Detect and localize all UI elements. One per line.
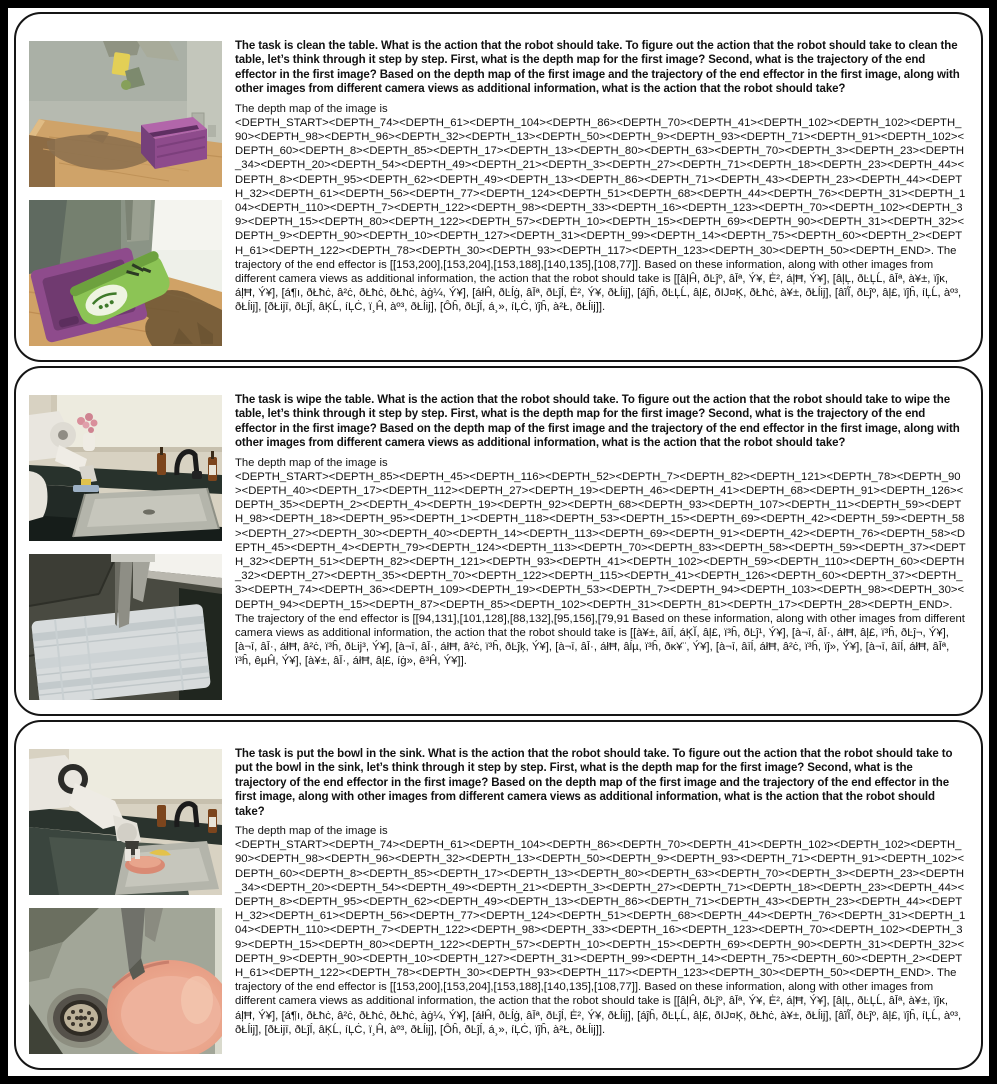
trajectory-sentence: . The trajectory of the end effector is [[153,200],[153,204],[153,188],[140,135],[108,77]]. Based on these information, along with other images from different camera views as additional information, the action that the robot should take is — [235, 244, 957, 286]
bin-closeup-photo — [29, 200, 222, 346]
camera-image-task2-view1 — [29, 395, 222, 541]
depth-map-label: The depth map of the image is — [235, 825, 388, 838]
trajectory-sentence: . The trajectory of the end effector is [[94,131],[101,128],[88,132],[95,156],[79,91 Based on these information, along with other images from different camera views as additional information, the action that the robot should take is — [235, 598, 965, 640]
model-io-text — [235, 116, 966, 315]
task-prompt: The task is clean the table. What is the action that the robot should take. To figure out the action that the robot should take to clean the table, let’s think through it step by step. First, what is the depth map for the first image? Second, what is the trajectory of the end effector in the first image? Based on the depth map of the first image and the trajectory of the end effector in the first image, along with other images from different camera views as additional information, what is the action that the robot should take? — [235, 40, 960, 96]
model-io-text — [235, 838, 966, 1037]
action-token-sequence: [[âļĤ, ðĿĵº, âĪª, Ý¥, Ė², áļĦ, Ý¥], [âļĻ, ðĿĻĹ, âĪª, à¥±, ïĵĸ, áļĦ, Ý¥], [á¶ı, ðŁħċ, â²ċ, ðŁħċ, ðŁħċ, àġ¼, Ý¥], [áłĤ, ðĿĺġ, âĪª, ðĿĵĺ, Ė², Ý¥, ðŁĺij], [áĵĥ, ðĿĻĹ, âļ£, ðIJ¤Ķ, ðŁħċ, à¥±, ðŁĺij], [âĩĨ, ðĿĵº, âļ£, ïĵĥ, íĻĹ, àº³, ðŁĺij], [ðŁĳī, ðĿĵĺ, âĶĹ, íĻĊ, ï¸Ĥ, àº³, ðŁĺij], [Ôĥ, ðĿĵĺ, á¸», íĻĊ, ïĵĥ, à²Ł, ðŁĺij]]. — [235, 995, 962, 1036]
prompt-text-column — [235, 747, 966, 1058]
example-panel-clean-table — [14, 12, 983, 362]
robot-table-bin-photo — [29, 41, 222, 187]
model-io-text — [235, 470, 966, 669]
example-panel-wipe-table — [14, 366, 983, 716]
camera-image-task3-view2 — [29, 908, 222, 1054]
prompt-text-column — [235, 39, 966, 350]
camera-image-task1-view2 — [29, 200, 222, 346]
depth-map-label: The depth map of the image is — [235, 456, 388, 469]
task-prompt: The task is put the bowl in the sink. What is the action that the robot should take. To figure out the action that the robot should take to put the bowl in the sink, let’s think through it step by step. First, what is the depth map for the first image? Second, what is the trajectory of the end effector in the first image? Based on the depth map of the first image and the trajectory of the end effector in the first image, along with other images from different camera views as additional information, what is the action that the robot should take? — [235, 748, 953, 818]
camera-images-column — [29, 395, 222, 704]
example-panel-bowl-sink — [14, 720, 983, 1070]
gripper-towel-photo — [29, 554, 222, 700]
camera-image-task1-view1 — [29, 41, 222, 187]
camera-images-column — [29, 41, 222, 350]
figure-frame — [8, 8, 989, 1076]
bowl-in-sink-photo — [29, 908, 222, 1054]
camera-image-task3-view1 — [29, 749, 222, 895]
action-token-sequence: [[à¥±, âīĺ, áĶĬ, âļ£, ï³ĥ, ðĿĵ¹, Ý¥], [à¬ī, âĪ·, áłĦ, âļ£, ï³ĥ, ðĿĵ¬, Ý¥], [à¬ī, âĪ·, áłĦ, â²ċ, ï³ĥ, ðĿĳ³, Ý¥], [à¬ī, âĪ·, áłĦ, â²ċ, ï³ĥ, ðĿĵķ, Ý¥], [à¬ī, âĪ·, áłĦ, âĺµ, ï³ĥ, ðĸ¥¨, Ý¥], [à¬ī, âīĺ, áłĦ, â²ċ, ï³ĥ, ïĵ», Ý¥], [à¬ī, âīĺ, áłĦ, âĪª, ï³ĥ, êµĤ, Ý¥], [à¥±, âĪ·, áłĦ, âļ£, íġ», ê³Ĥ, Ý¥]]. — [235, 627, 950, 668]
trajectory-sentence: . The trajectory of the end effector is [[153,200],[153,204],[153,188],[140,135],[108,77]]. Based on these information, along with other images from different camera views as additional information, the action that the robot should take is — [235, 967, 957, 1008]
robot-sink-photo — [29, 395, 222, 541]
camera-image-task2-view2 — [29, 554, 222, 700]
camera-images-column — [29, 749, 222, 1058]
action-token-sequence: [[âļĤ, ðĿĵº, âĪª, Ý¥, Ė², áļĦ, Ý¥], [âļĻ, ðĿĻĹ, âĪª, à¥±, ïĵĸ, áļĦ, Ý¥], [á¶ı, ðŁħċ, â²ċ, ðŁħċ, ðŁħċ, àġ¼, Ý¥], [áłĤ, ðĿĺġ, âĪª, ðĿĵĺ, Ė², Ý¥, ðŁĺij], [áĵĥ, ðĿĻĹ, âļ£, ðIJ¤Ķ, ðŁħċ, à¥±, ðŁĺij], [âĩĨ, ðĿĵº, âļ£, ïĵĥ, íĻĹ, àº³, ðŁĺij], [ðŁĳī, ðĿĵĺ, âĶĹ, íĻĊ, ï¸Ĥ, àº³, ðŁĺij], [Ôĥ, ðĿĵĺ, á¸», íĻĊ, ïĵĥ, à²Ł, ðŁĺij]]. — [235, 273, 962, 314]
depth-token-sequence: <DEPTH_START><DEPTH_74><DEPTH_61><DEPTH_104><DEPTH_86><DEPTH_70><DEPTH_41><DEPTH_102><DEPTH_102><DEPTH_90><DEPTH_98><DEPTH_96><DEPTH_32><DEPTH_13><DEPTH_50><DEPTH_9><DEPTH_93><DEPTH_71><DEPTH_91><DEPTH_102><DEPTH_60><DEPTH_8><DEPTH_85><DEPTH_17><DEPTH_13><DEPTH_80><DEPTH_63><DEPTH_70><DEPTH_3><DEPTH_23><DEPTH_34><DEPTH_20><DEPTH_54><DEPTH_49><DEPTH_21><DEPTH_3><DEPTH_27><DEPTH_71><DEPTH_18><DEPTH_23><DEPTH_44><DEPTH_8><DEPTH_95><DEPTH_62><DEPTH_49><DEPTH_13><DEPTH_86><DEPTH_71><DEPTH_43><DEPTH_23><DEPTH_44><DEPTH_32><DEPTH_61><DEPTH_56><DEPTH_77><DEPTH_124><DEPTH_51><DEPTH_68><DEPTH_44><DEPTH_76><DEPTH_31><DEPTH_104><DEPTH_110><DEPTH_7><DEPTH_122><DEPTH_98><DEPTH_33><DEPTH_16><DEPTH_123><DEPTH_70><DEPTH_102><DEPTH_39><DEPTH_15><DEPTH_80><DEPTH_122><DEPTH_57><DEPTH_10><DEPTH_15><DEPTH_69><DEPTH_90><DEPTH_31><DEPTH_32><DEPTH_9><DEPTH_90><DEPTH_10><DEPTH_127><DEPTH_31><DEPTH_99><DEPTH_14><DEPTH_75><DEPTH_60><DEPTH_2><DEPTH_61><DEPTH_122><DEPTH_78><DEPTH_30><DEPTH_93><DEPTH_117><DEPTH_123><DEPTH_30><DEPTH_50><DEPTH_END> — [235, 839, 966, 980]
depth-token-sequence: <DEPTH_START><DEPTH_85><DEPTH_45><DEPTH_116><DEPTH_52><DEPTH_7><DEPTH_82><DEPTH_121><DEPTH_78><DEPTH_90><DEPTH_40><DEPTH_17><DEPTH_112><DEPTH_27><DEPTH_19><DEPTH_46><DEPTH_41><DEPTH_68><DEPTH_91><DEPTH_126><DEPTH_35><DEPTH_2><DEPTH_4><DEPTH_19><DEPTH_92><DEPTH_68><DEPTH_93><DEPTH_107><DEPTH_11><DEPTH_59><DEPTH_98><DEPTH_18><DEPTH_95><DEPTH_1><DEPTH_118><DEPTH_53><DEPTH_15><DEPTH_69><DEPTH_42><DEPTH_59><DEPTH_58><DEPTH_27><DEPTH_30><DEPTH_40><DEPTH_14><DEPTH_113><DEPTH_69><DEPTH_91><DEPTH_42><DEPTH_76><DEPTH_58><DEPTH_45><DEPTH_4><DEPTH_79><DEPTH_124><DEPTH_113><DEPTH_70><DEPTH_83><DEPTH_58><DEPTH_59><DEPTH_37><DEPTH_32><DEPTH_51><DEPTH_82><DEPTH_121><DEPTH_93><DEPTH_41><DEPTH_102><DEPTH_59><DEPTH_110><DEPTH_60><DEPTH_32><DEPTH_27><DEPTH_35><DEPTH_70><DEPTH_122><DEPTH_115><DEPTH_41><DEPTH_126><DEPTH_60><DEPTH_37><DEPTH_3><DEPTH_74><DEPTH_36><DEPTH_109><DEPTH_19><DEPTH_53><DEPTH_7><DEPTH_94><DEPTH_103><DEPTH_98><DEPTH_30><DEPTH_94><DEPTH_15><DEPTH_87><DEPTH_85><DEPTH_102><DEPTH_31><DEPTH_81><DEPTH_17><DEPTH_28><DEPTH_END> — [235, 470, 966, 611]
depth-map-label: The depth map of the image is — [235, 102, 388, 115]
prompt-text-column — [235, 393, 966, 704]
robot-over-sink-photo — [29, 749, 222, 895]
task-prompt: The task is wipe the table. What is the action that the robot should take. To figure out the action that the robot should take to wipe the table, let’s think through it step by step. First, what is the depth map for the first image? Second, what is the trajectory of the end effector in the first image? Based on the depth map of the first image and the trajectory of the end effector in the first image, along with other images from different camera views as additional information, what is the action that the robot should take? — [235, 394, 960, 450]
depth-token-sequence: <DEPTH_START><DEPTH_74><DEPTH_61><DEPTH_104><DEPTH_86><DEPTH_70><DEPTH_41><DEPTH_102><DEPTH_102><DEPTH_90><DEPTH_98><DEPTH_96><DEPTH_32><DEPTH_13><DEPTH_50><DEPTH_9><DEPTH_93><DEPTH_71><DEPTH_91><DEPTH_102><DEPTH_60><DEPTH_8><DEPTH_85><DEPTH_17><DEPTH_13><DEPTH_80><DEPTH_63><DEPTH_70><DEPTH_3><DEPTH_23><DEPTH_34><DEPTH_20><DEPTH_54><DEPTH_49><DEPTH_21><DEPTH_3><DEPTH_27><DEPTH_71><DEPTH_18><DEPTH_23><DEPTH_44><DEPTH_8><DEPTH_95><DEPTH_62><DEPTH_49><DEPTH_13><DEPTH_86><DEPTH_71><DEPTH_43><DEPTH_23><DEPTH_44><DEPTH_32><DEPTH_61><DEPTH_56><DEPTH_77><DEPTH_124><DEPTH_51><DEPTH_68><DEPTH_44><DEPTH_76><DEPTH_31><DEPTH_104><DEPTH_110><DEPTH_7><DEPTH_122><DEPTH_98><DEPTH_33><DEPTH_16><DEPTH_123><DEPTH_70><DEPTH_102><DEPTH_39><DEPTH_15><DEPTH_80><DEPTH_122><DEPTH_57><DEPTH_10><DEPTH_15><DEPTH_69><DEPTH_90><DEPTH_31><DEPTH_32><DEPTH_9><DEPTH_90><DEPTH_10><DEPTH_127><DEPTH_31><DEPTH_99><DEPTH_14><DEPTH_75><DEPTH_60><DEPTH_2><DEPTH_61><DEPTH_122><DEPTH_78><DEPTH_30><DEPTH_93><DEPTH_117><DEPTH_123><DEPTH_30><DEPTH_50><DEPTH_END> — [235, 116, 966, 257]
